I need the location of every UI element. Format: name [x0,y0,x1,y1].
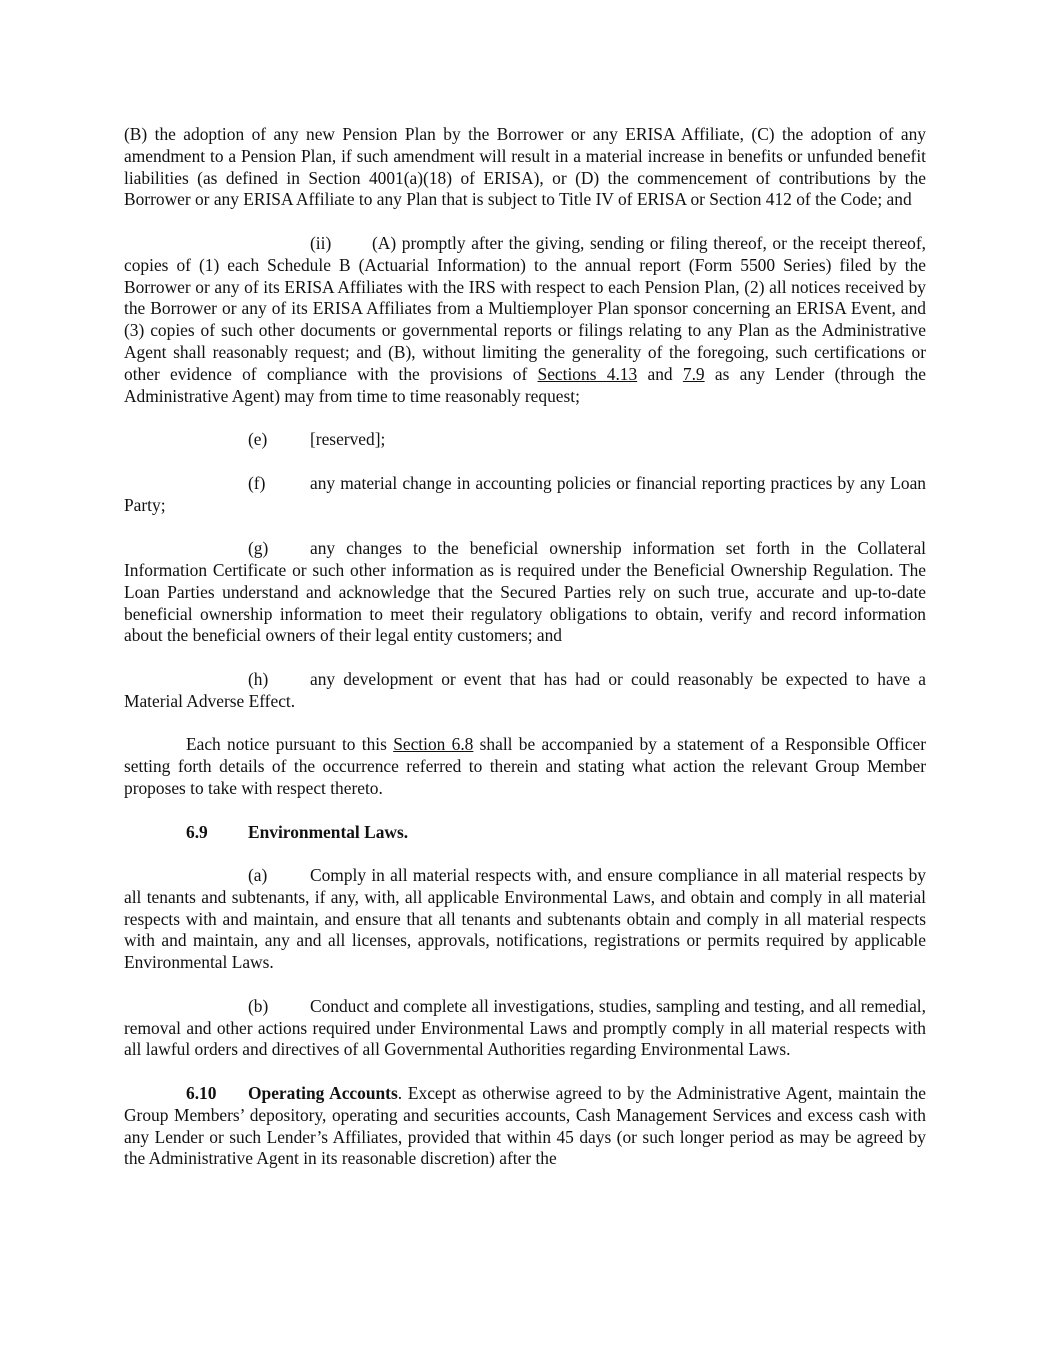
section-reference: Sections 4.13 [537,363,638,384]
paragraph-text: Comply in all material respects with, and ensure compliance in all material respects by all tenants and subtenants, if any, with, all applicable Environmental Laws, and obtain and comply in all material respects with and maintain, and ensure that all tenants and subtenants obtain and comply in all material respects with and maintain, any and all licenses, approvals, notifications, registrations or permits required by applicable Environmental Laws. [124,865,926,973]
item-label: (e) [248,429,268,450]
item-label: (g) [248,538,269,559]
section-heading-6-9 [124,822,926,844]
paragraph-f [124,473,926,517]
paragraph-text: [reserved]; [310,429,386,450]
section-title: Environmental Laws. [248,821,409,842]
paragraph-text: shall be accompanied by a statement of a Responsible Officer setting forth details of the occurrence referred to therein and stating what action the relevant Group Member proposes to take with respect thereto. [124,734,927,798]
paragraph-text: and [637,363,683,384]
paragraph-text: Each notice pursuant to this [186,734,394,755]
section-title: Operating Accounts [248,1083,398,1104]
paragraph-notice [124,734,926,799]
paragraph-text: as any Lender (through the Administrative Agent) may from time to time reasonably request; [124,363,927,406]
paragraph-continuation: (B) the adoption of any new Pension Plan by the Borrower or any ERISA Affiliate, (C) the adoption of any amendment to a Pension Plan, if such amendment will result in a material increase in benefits or unfunded benefit liabilities (as defined in Section 4001(a)(18) of ERISA), or (D) the commencement of contributions by the Borrower or any ERISA Affiliate to any Plan that is subject to Title IV of ERISA or Section 412 of the Code; and [124,124,926,210]
paragraph-6-9-b [124,996,926,1061]
paragraph-6-9-a [124,865,926,974]
paragraph-text: (A) promptly after the giving, sending or filing thereof, or the receipt thereof, copies of (1) each Schedule B (Actuarial Information) to the annual report (Form 5500 Series) filed by the Borrower or any of its ERISA Affiliates with the IRS with respect to each Pension Plan, (2) all notices received by the Borrower or any of its ERISA Affiliates from a Multiemployer Plan sponsor concerning an ERISA Event, and (3) copies of such other documents or governmental reports or filings relating to any Plan as the Administrative Agent shall reasonably request; and (B), without limiting the generality of the foregoing, such certifications or other evidence of compliance with the provisions of [124,232,926,384]
item-label: (f) [248,472,266,493]
item-label: (a) [248,865,268,886]
section-6-10 [124,1083,926,1170]
paragraph-text: . Except as otherwise agreed to by the Administrative Agent, maintain the Group Members’ depository, operating and securities accounts, Cash Management Services and excess cash with any Lender or such Lender’s Affiliates, provided that within 45 days (or such longer period as may be agreed by the Administrative Agent in its reasonable discretion) after the [124,1083,926,1169]
paragraph-h [124,669,926,713]
item-label: (b) [248,995,269,1016]
item-label: (ii) [310,232,332,253]
paragraph-text: any development or event that has had or could reasonably be expected to have a Material Adverse Effect. [124,668,926,711]
section-reference: Section 6.8 [393,734,474,755]
paragraph-text: Conduct and complete all investigations, studies, sampling and testing, and all remedial, removal and other actions required under Environmental Laws and promptly comply in all material respects with all lawful orders and directives of all Governmental Authorities regarding Environmental Laws. [124,995,926,1060]
section-reference: 7.9 [682,363,705,384]
paragraph-text: any material change in accounting policies or financial reporting practices by any Loan Party; [124,472,926,515]
section-number: 6.9 [186,821,208,842]
section-number: 6.10 [186,1083,217,1104]
paragraph-e [124,429,926,451]
paragraph-text: any changes to the beneficial ownership information set forth in the Collateral Information Certificate or such other information as is required under the Beneficial Ownership Regulation. The Loan Parties understand and acknowledge that the Secured Parties rely on such true, accurate and up-to-date beneficial ownership information to meet their regulatory obligations to obtain, verify and record information about the beneficial owners of their legal entity customers; and [124,538,926,646]
document-page [124,124,926,1170]
item-label: (h) [248,668,269,689]
paragraph-ii [124,233,926,407]
paragraph-g [124,538,926,647]
